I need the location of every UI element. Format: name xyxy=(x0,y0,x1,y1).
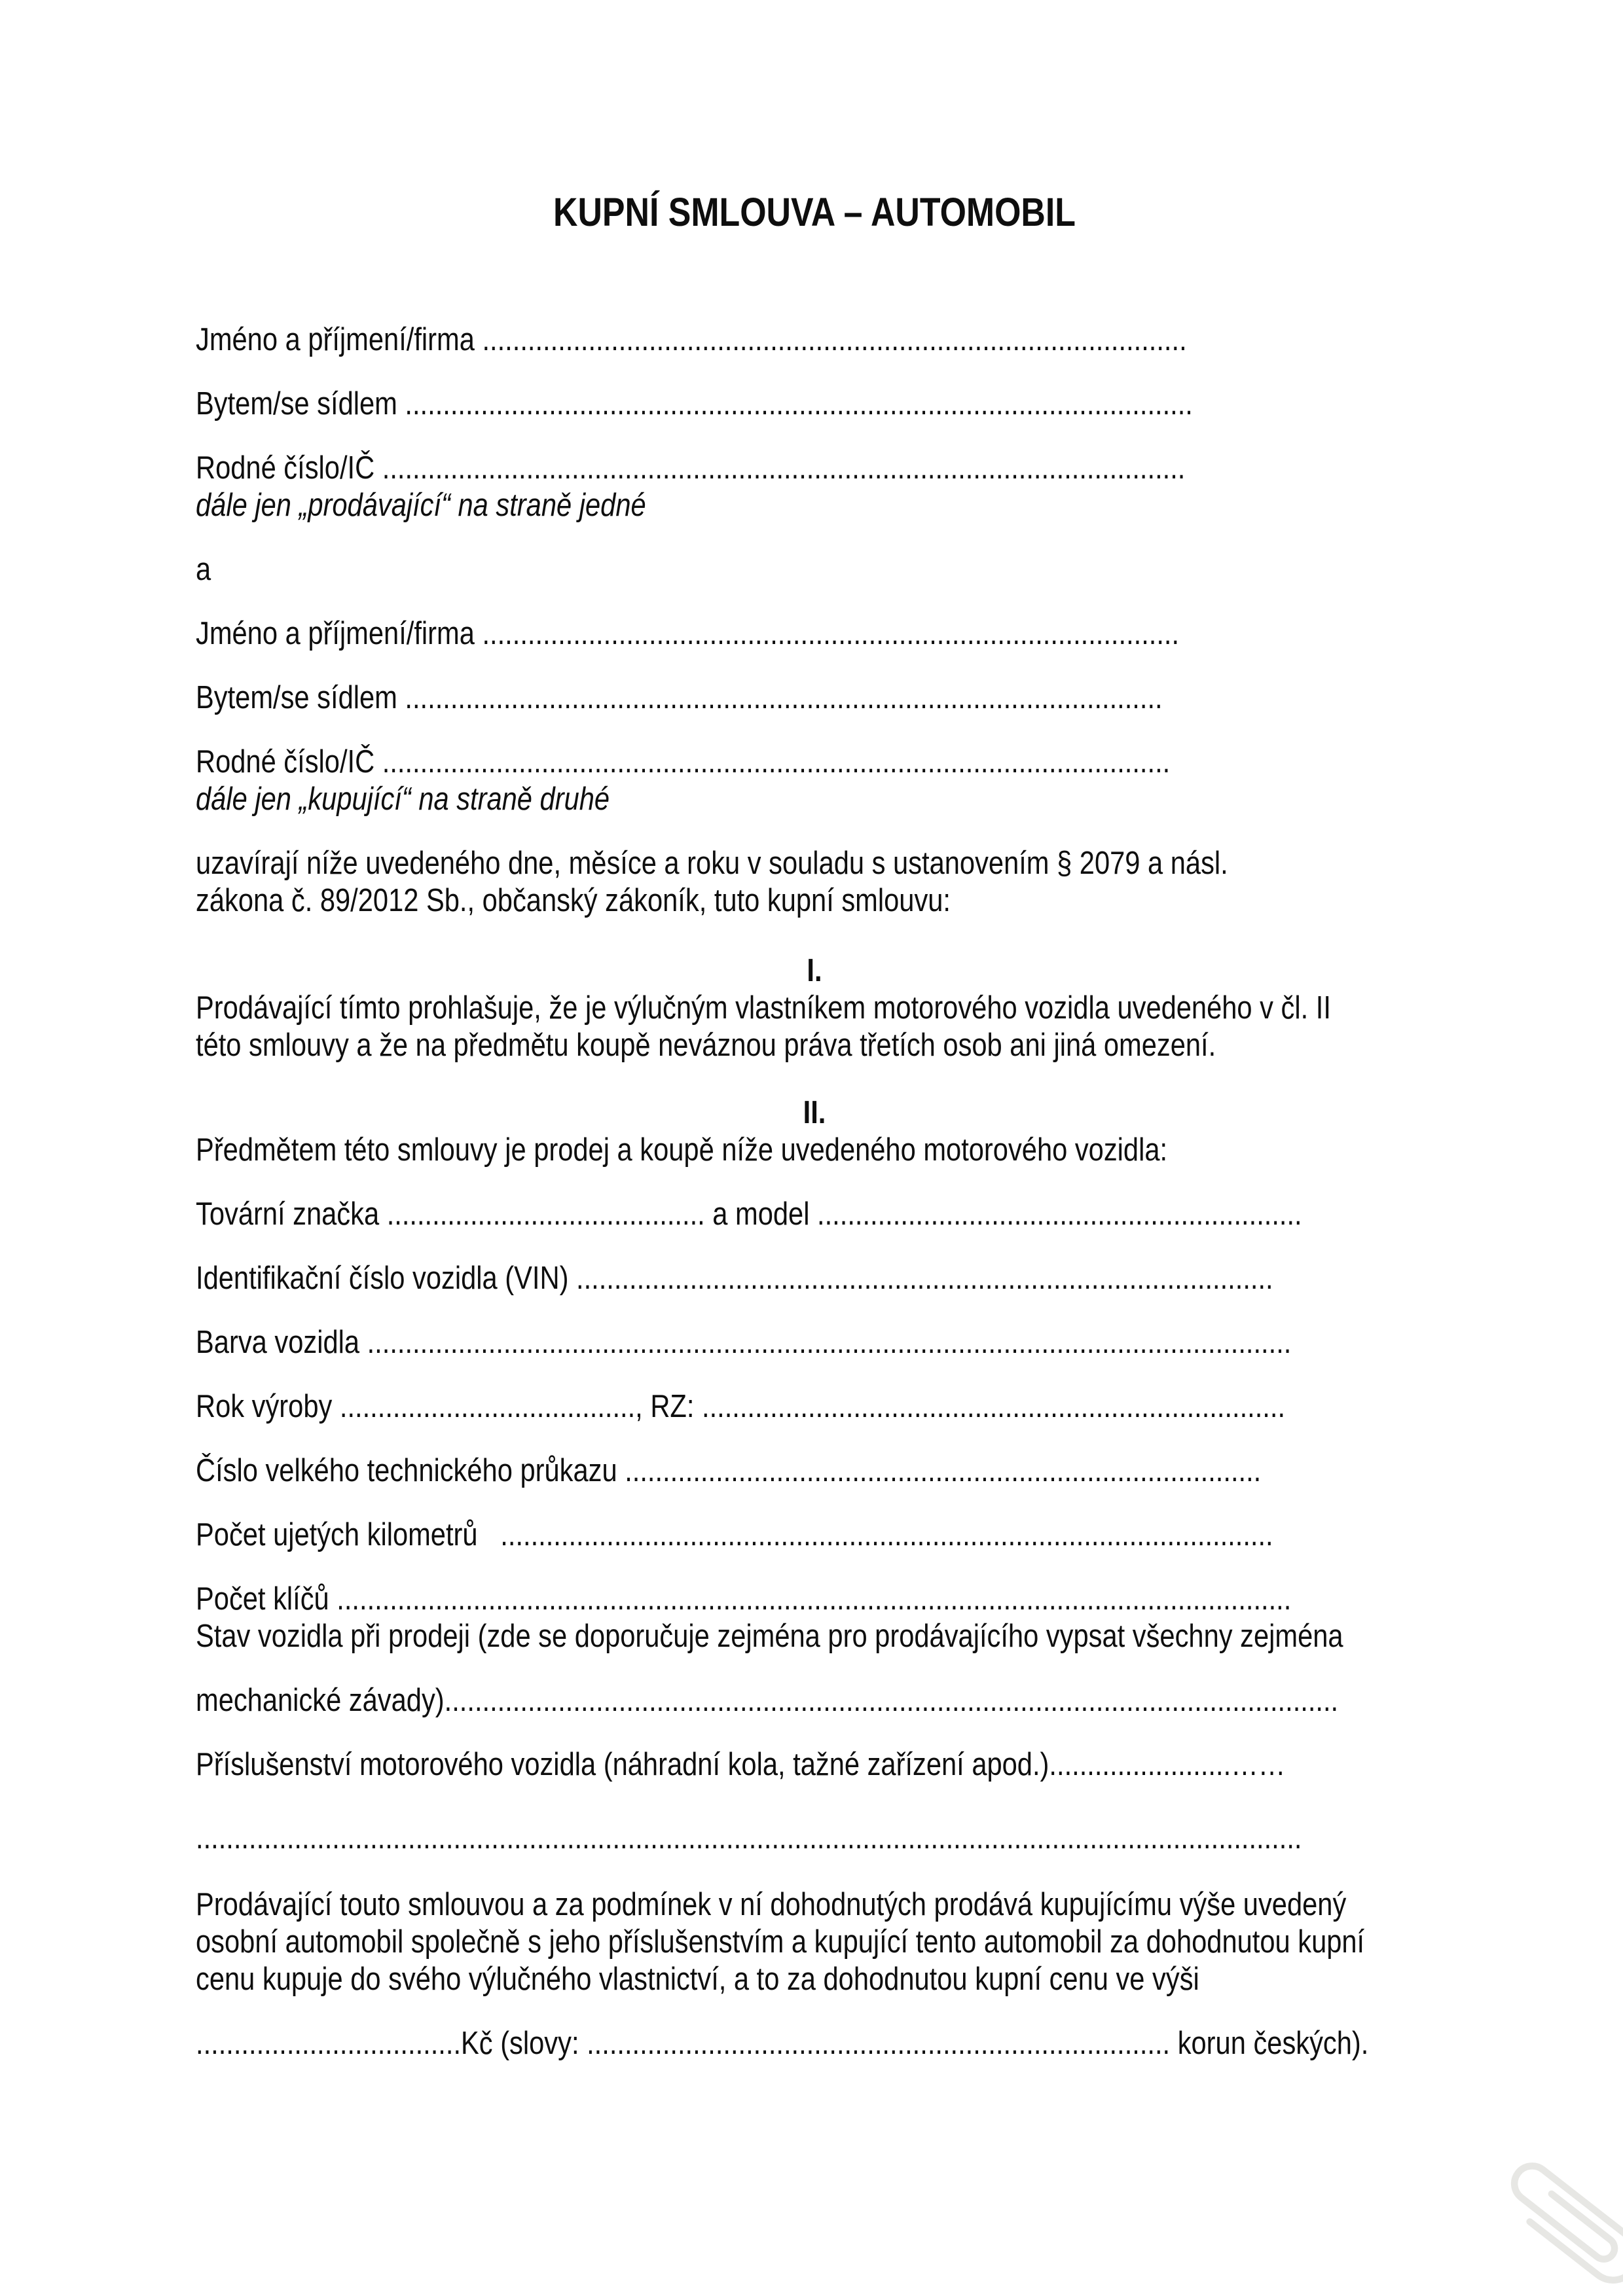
vehicle-color-line xyxy=(196,1324,1476,1361)
vehicle-year-blank: ....................................... xyxy=(339,1389,636,1424)
seller-id-line xyxy=(196,450,1476,487)
seller-name-blank: ............................................................................................. xyxy=(482,322,1187,357)
page-title: KUPNÍ SMLOUVA – AUTOMOBIL xyxy=(553,190,1076,234)
spacer xyxy=(196,588,1433,615)
spacer xyxy=(196,1361,1433,1388)
spacer xyxy=(196,1426,1433,1452)
buyer-name-line xyxy=(196,615,1476,653)
vehicle-keys-label: Počet klíčů xyxy=(196,1581,337,1617)
seller-address-line xyxy=(196,386,1476,423)
spacer xyxy=(196,1297,1433,1324)
article2-intro: Předmětem této smlouvy je prodej a koupě níže uvedeného motorového vozidla: xyxy=(196,1132,1168,1168)
vehicle-km-blank: ...................................................................................................... xyxy=(500,1517,1273,1552)
seller-name-line xyxy=(196,321,1476,359)
vehicle-color-label: Barva vozidla xyxy=(196,1325,367,1360)
vehicle-brand-line xyxy=(196,1196,1476,1233)
vehicle-brand-blank: .......................................... xyxy=(386,1196,705,1232)
sale-paragraph-line3: cenu kupuje do svého výlučného vlastnictví, a to za dohodnutou kupní cenu ve výši xyxy=(196,1962,1199,1997)
seller-note: dále jen „prodávající“ na straně jedné xyxy=(196,488,646,523)
sale-paragraph-line1: Prodávající touto smlouvou a za podmínek v ní dohodnutých prodává kupujícímu výše uvedený xyxy=(196,1887,1347,1922)
vehicle-condition-line1: Stav vozidla při prodeji (zde se doporučuje zejména pro prodávajícího vypsat všechny zejména xyxy=(196,1619,1343,1654)
price-suffix: korun českých). xyxy=(1170,2026,1369,2061)
seller-address-blank: ........................................................................................................ xyxy=(405,386,1193,422)
spacer xyxy=(196,1064,1433,1094)
buyer-id-blank: ........................................................................................................ xyxy=(382,744,1171,780)
vehicle-plate-label: , RZ: xyxy=(635,1389,702,1424)
sale-paragraph-line2: osobní automobil společně s jeho příslušenstvím a kupující tento automobil za dohodnutou kupní xyxy=(196,1924,1365,1960)
vehicle-model-blank: ................................................................ xyxy=(817,1196,1302,1232)
vehicle-km-label: Počet ujetých kilometrů xyxy=(196,1517,501,1552)
spacer xyxy=(196,1554,1433,1581)
article2-number: II. xyxy=(803,1095,826,1130)
spacer xyxy=(196,524,1433,551)
vehicle-keys-blank: .............................................................................................................................. xyxy=(337,1581,1292,1617)
buyer-address-label: Bytem/se sídlem xyxy=(196,680,405,715)
spacer xyxy=(196,1857,1433,1886)
vehicle-accessories-line xyxy=(196,1746,1476,1784)
seller-id-label: Rodné číslo/IČ xyxy=(196,450,382,486)
extra-dots-line: .................................................................................................................................................. xyxy=(196,1820,1302,1856)
vehicle-color-blank: .......................................................................................................................... xyxy=(367,1325,1292,1360)
vehicle-brand-label: Tovární značka xyxy=(196,1196,387,1232)
vehicle-year-label: Rok výroby xyxy=(196,1389,340,1424)
spacer xyxy=(196,1784,1433,1820)
price-amount-blank: ................................... xyxy=(196,2026,462,2061)
vehicle-plate-blank: ............................................................................. xyxy=(701,1389,1286,1424)
buyer-note: dále jen „kupující“ na straně druhé xyxy=(196,781,610,817)
vehicle-accessories-label: Příslušenství motorového vozidla (náhradní kola, tažné zařízení apod.) xyxy=(196,1747,1049,1782)
vehicle-keys-line xyxy=(196,1581,1476,1618)
buyer-id-line xyxy=(196,744,1476,781)
price-line xyxy=(196,2025,1476,2062)
vehicle-condition-label: mechanické závady) xyxy=(196,1683,445,1718)
intro-paragraph-line2: zákona č. 89/2012 Sb., občanský zákoník, tuto kupní smlouvu: xyxy=(196,883,951,918)
buyer-address-blank: .................................................................................................... xyxy=(405,680,1163,715)
spacer xyxy=(196,1490,1433,1516)
spacer xyxy=(196,1719,1433,1746)
spacer xyxy=(196,920,1433,952)
spacer xyxy=(196,818,1433,845)
spacer xyxy=(196,233,1433,321)
spacer xyxy=(196,1233,1433,1260)
article1-text-line1: Prodávající tímto prohlašuje, že je výlučným vlastníkem motorového vozidla uvedeného v čl. II xyxy=(196,990,1331,1026)
spacer xyxy=(196,423,1433,450)
vehicle-condition-blank: ...................................................................................................................... xyxy=(444,1683,1339,1718)
article1-text-line2: této smlouvy a že na předmětu koupě neváznou práva třetích osob ani jiná omezení. xyxy=(196,1028,1216,1063)
vehicle-year-line xyxy=(196,1388,1476,1426)
seller-name-label: Jméno a příjmení/firma xyxy=(196,322,483,357)
vehicle-techcard-line xyxy=(196,1452,1476,1490)
price-currency-label: Kč (slovy: xyxy=(461,2026,587,2061)
vehicle-techcard-label: Číslo velkého technického průkazu xyxy=(196,1453,625,1488)
vehicle-vin-blank: ............................................................................................ xyxy=(576,1261,1273,1296)
vehicle-vin-line xyxy=(196,1260,1476,1297)
spacer xyxy=(196,717,1433,744)
intro-paragraph-line1: uzavírají níže uvedeného dne, měsíce a roku v souladu s ustanovením § 2079 a násl. xyxy=(196,846,1228,881)
price-words-blank: ............................................................................. xyxy=(587,2026,1171,2061)
seller-id-blank: .......................................................................................................... xyxy=(382,450,1186,486)
spacer xyxy=(196,653,1433,679)
spacer xyxy=(196,359,1433,386)
buyer-address-line xyxy=(196,679,1476,717)
vehicle-model-label: a model xyxy=(704,1196,818,1232)
buyer-id-label: Rodné číslo/IČ xyxy=(196,744,382,780)
vehicle-accessories-blank: ........................…… xyxy=(1049,1747,1286,1782)
seller-address-label: Bytem/se sídlem xyxy=(196,386,405,422)
vehicle-vin-label: Identifikační číslo vozidla (VIN) xyxy=(196,1261,577,1296)
vehicle-techcard-blank: .................................................................................... xyxy=(625,1453,1262,1488)
spacer xyxy=(196,1655,1433,1682)
buyer-name-blank: ............................................................................................ xyxy=(482,616,1180,651)
vehicle-condition-line2 xyxy=(196,1682,1476,1719)
vehicle-km-line xyxy=(196,1516,1476,1554)
buyer-name-label: Jméno a příjmení/firma xyxy=(196,616,483,651)
conjunction: a xyxy=(196,552,211,587)
spacer xyxy=(196,1998,1433,2025)
article1-number: I. xyxy=(807,953,822,988)
spacer xyxy=(196,1169,1433,1196)
paperclip-watermark-icon xyxy=(1451,2115,1623,2296)
